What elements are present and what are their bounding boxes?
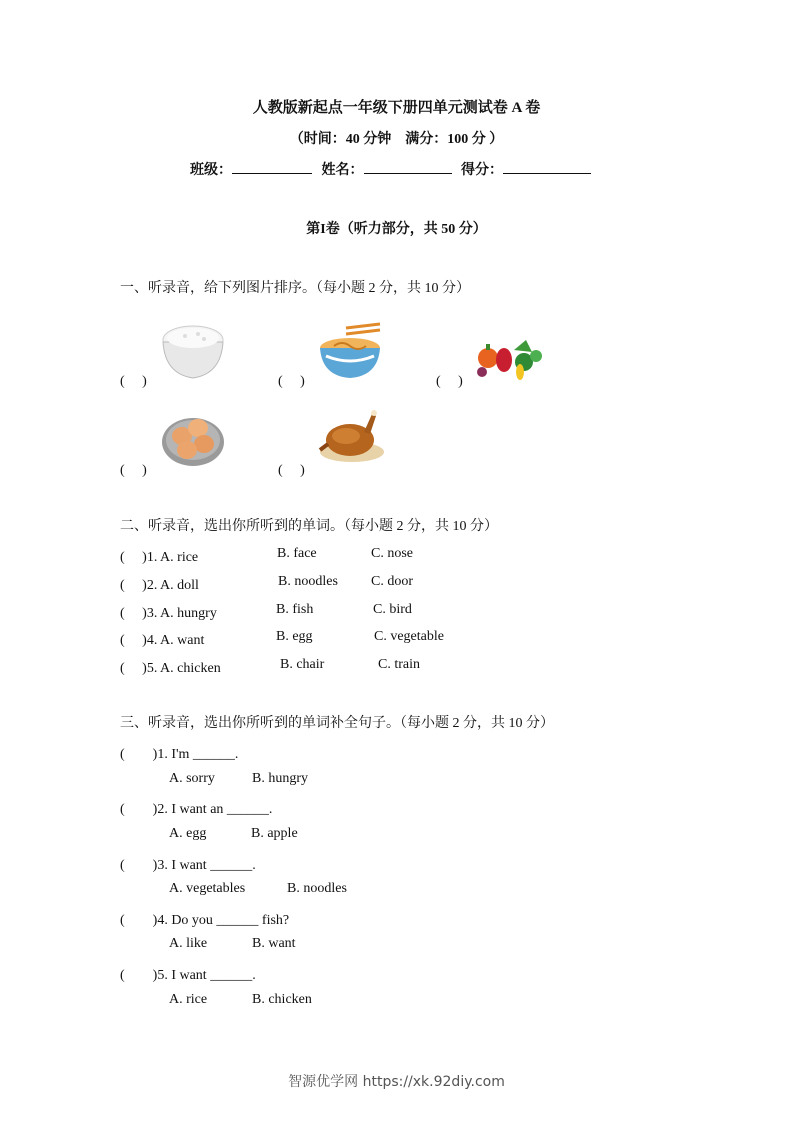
s3-item-4-option-a: A. like xyxy=(169,936,208,951)
class-label: 班级： xyxy=(190,163,232,178)
s2-item-4-a: ( )4. A. want xyxy=(120,633,205,648)
section1-heading: 一、听录音，给下列图片排序。（每小题 2 分，共 10 分） xyxy=(120,281,470,296)
s3-item-5-question: ( )5. I want ______. xyxy=(120,968,256,983)
exam-meta: （时间：40 分钟 满分：100 分 ） xyxy=(289,132,504,147)
s3-item-4-question: ( )4. Do you ______ fish? xyxy=(120,913,290,928)
eggs-plate-icon xyxy=(160,410,226,468)
s2-item-3-a: ( )3. A. hungry xyxy=(120,606,217,621)
s3-item-2-option-b: B. apple xyxy=(251,826,298,841)
answer-blank-5[interactable]: ( ) xyxy=(278,463,305,478)
s3-item-3-question: ( )3. I want ______. xyxy=(120,858,256,873)
s2-item-5-a: ( )5. A. chicken xyxy=(120,661,221,676)
s3-item-3-option-a: A. vegetables xyxy=(169,881,246,896)
s2-item-4-c: C. vegetable xyxy=(374,629,444,644)
s2-item-2-b: B. noodles xyxy=(278,574,338,589)
answer-blank-3[interactable]: ( ) xyxy=(436,374,463,389)
s2-item-3-b: B. fish xyxy=(276,602,314,617)
s2-item-5-c: C. train xyxy=(378,657,420,672)
vegetables-icon xyxy=(474,332,546,380)
class-field[interactable] xyxy=(232,159,312,174)
s2-item-2-c: C. door xyxy=(371,574,413,589)
s3-item-2-option-a: A. egg xyxy=(169,826,207,841)
s2-item-1-c: C. nose xyxy=(371,546,413,561)
noodles-bowl-icon xyxy=(318,322,384,380)
rice-bowl-icon xyxy=(160,324,226,380)
s3-item-2-question: ( )2. I want an ______. xyxy=(120,802,273,817)
section2-heading: 二、听录音，选出你所听到的单词。（每小题 2 分，共 10 分） xyxy=(120,519,498,534)
s2-item-4-b: B. egg xyxy=(276,629,313,644)
footer-watermark: 智源优学网 https://xk.92diy.com xyxy=(288,1074,505,1090)
score-label: 得分： xyxy=(461,163,503,178)
page-title: 人教版新起点一年级下册四单元测试卷 A 卷 xyxy=(252,100,541,116)
s2-item-1-a: ( )1. A. rice xyxy=(120,550,199,565)
part-title: 第I卷（听力部分，共 50 分） xyxy=(306,222,487,237)
s2-item-5-b: B. chair xyxy=(280,657,325,672)
student-info xyxy=(190,159,591,179)
answer-blank-1[interactable]: ( ) xyxy=(120,374,147,389)
roast-chicken-icon xyxy=(318,406,386,464)
name-field[interactable] xyxy=(364,159,452,174)
s3-item-5-option-b: B. chicken xyxy=(252,992,312,1007)
name-label: 姓名： xyxy=(321,163,364,178)
score-field[interactable] xyxy=(503,159,591,174)
s3-item-1-option-b: B. hungry xyxy=(252,771,308,786)
s3-item-1-option-a: A. sorry xyxy=(169,771,215,786)
s2-item-1-b: B. face xyxy=(277,546,317,561)
answer-blank-4[interactable]: ( ) xyxy=(120,463,147,478)
s3-item-3-option-b: B. noodles xyxy=(287,881,347,896)
s3-item-1-question: ( )1. I'm ______. xyxy=(120,747,239,762)
answer-blank-2[interactable]: ( ) xyxy=(278,374,305,389)
s2-item-2-a: ( )2. A. doll xyxy=(120,578,199,593)
s3-item-4-option-b: B. want xyxy=(252,936,296,951)
s2-item-3-c: C. bird xyxy=(373,602,412,617)
section3-heading: 三、听录音，选出你所听到的单词补全句子。（每小题 2 分，共 10 分） xyxy=(120,716,554,731)
s3-item-5-option-a: A. rice xyxy=(169,992,208,1007)
